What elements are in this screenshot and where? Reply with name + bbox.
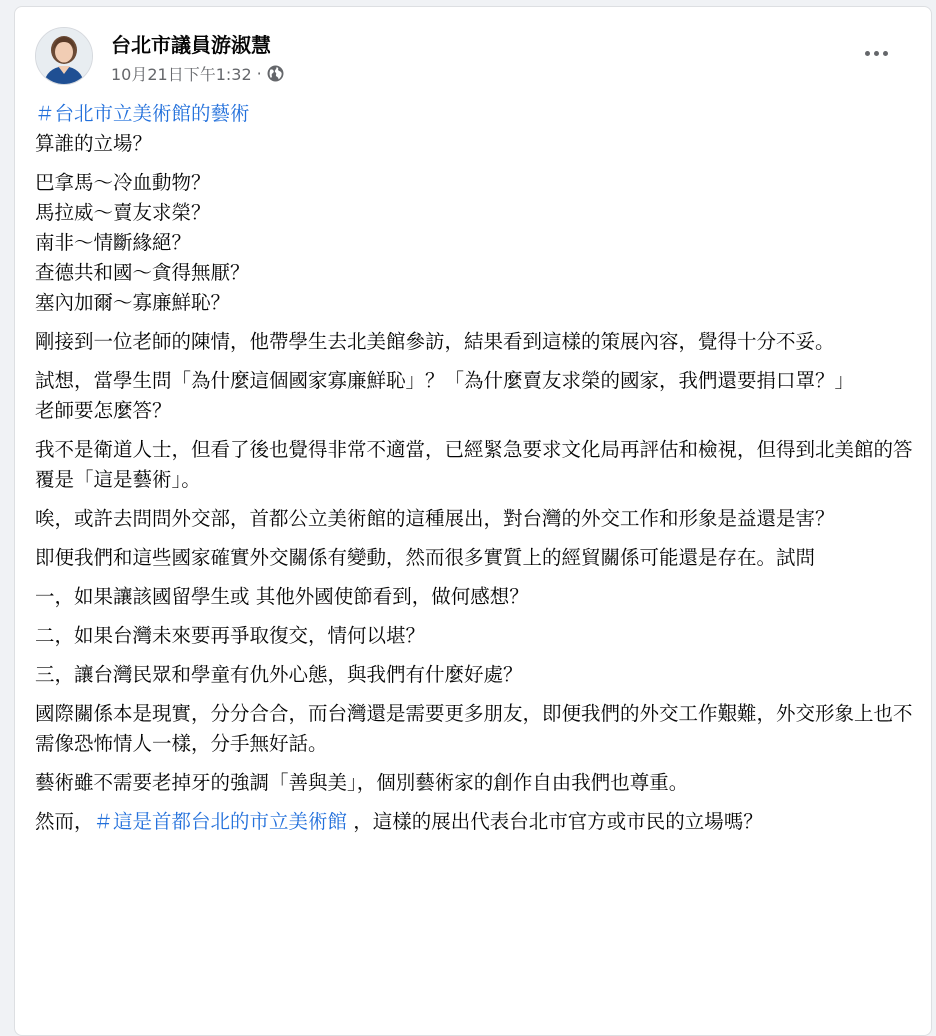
globe-icon[interactable] (267, 65, 284, 82)
post-body (35, 99, 915, 846)
hashtag-link[interactable]: ＃這是首都台北的市立美術館 (93, 810, 348, 833)
post-paragraph: 試想，當學生問「為什麼這個國家寡廉鮮恥」？「為什麼賣友求榮的國家，我們還要捐口罩？」 (35, 369, 855, 392)
post-card (14, 6, 932, 1036)
post-line: 馬拉威～賣友求榮？ (35, 201, 211, 224)
more-horizontal-icon-dot (874, 51, 879, 56)
post-paragraph: 唉，或許去問問外交部，首都公立美術館的這種展出，對台灣的外交工作和形象是益還是害？ (35, 507, 835, 530)
post-timestamp[interactable]: 10月21日下午1:32 (111, 65, 252, 84)
post-line: 塞內加爾～寡廉鮮恥？ (35, 291, 231, 314)
post-line: 算誰的立場？ (35, 132, 153, 155)
more-options-button[interactable] (859, 43, 893, 63)
hashtag-link[interactable]: ＃台北市立美術館的藝術 (35, 102, 250, 125)
post-text: 然而， (35, 810, 94, 833)
avatar-portrait-icon (36, 28, 92, 84)
post-header (35, 23, 911, 87)
post-paragraph: 藝術雖不需要老掉牙的強調「善與美」，個別藝術家的創作自由我們也尊重。 (35, 771, 689, 794)
post-paragraph: 國際關係本是現實，分分合合，而台灣還是需要更多朋友，即便我們的外交工作艱難，外交形象上也不需像恐怖情人一樣，分手無好話。 (35, 702, 913, 755)
post-paragraph: 一，如果讓該國留學生或 其他外國使節看到，做何感想？ (35, 585, 529, 608)
avatar[interactable] (35, 27, 93, 85)
post-line: 巴拿馬～冷血動物？ (35, 171, 211, 194)
post-line: 查德共和國～貪得無厭？ (35, 261, 250, 284)
author-name[interactable]: 台北市議員游淑慧 (111, 33, 271, 57)
more-horizontal-icon (865, 51, 870, 56)
post-paragraph: 即便我們和這些國家確實外交關係有變動，然而很多實質上的經貿關係可能還是存在。試問 (35, 546, 816, 569)
post-paragraph (35, 807, 915, 837)
meta-separator: · (256, 64, 262, 83)
more-horizontal-icon-dot (883, 51, 888, 56)
post-paragraph: 剛接到一位老師的陳情，他帶學生去北美館參訪，結果看到這樣的策展內容，覺得十分不妥。 (35, 330, 835, 353)
post-paragraph: 二，如果台灣未來要再爭取復交，情何以堪？ (35, 624, 426, 647)
post-paragraph: 我不是衛道人士，但看了後也覺得非常不適當，已經緊急要求文化局再評估和檢視，但得到北美館的答覆是「這是藝術」。 (35, 438, 913, 491)
post-meta (111, 62, 284, 85)
post-paragraph: 老師要怎麼答？ (35, 399, 172, 422)
post-text: ，這樣的展出代表台北市官方或市民的立場嗎？ (347, 810, 763, 833)
post-paragraph: 三，讓台灣民眾和學童有仇外心態，與我們有什麼好處？ (35, 663, 523, 686)
post-line: 南非～情斷緣絕？ (35, 231, 192, 254)
